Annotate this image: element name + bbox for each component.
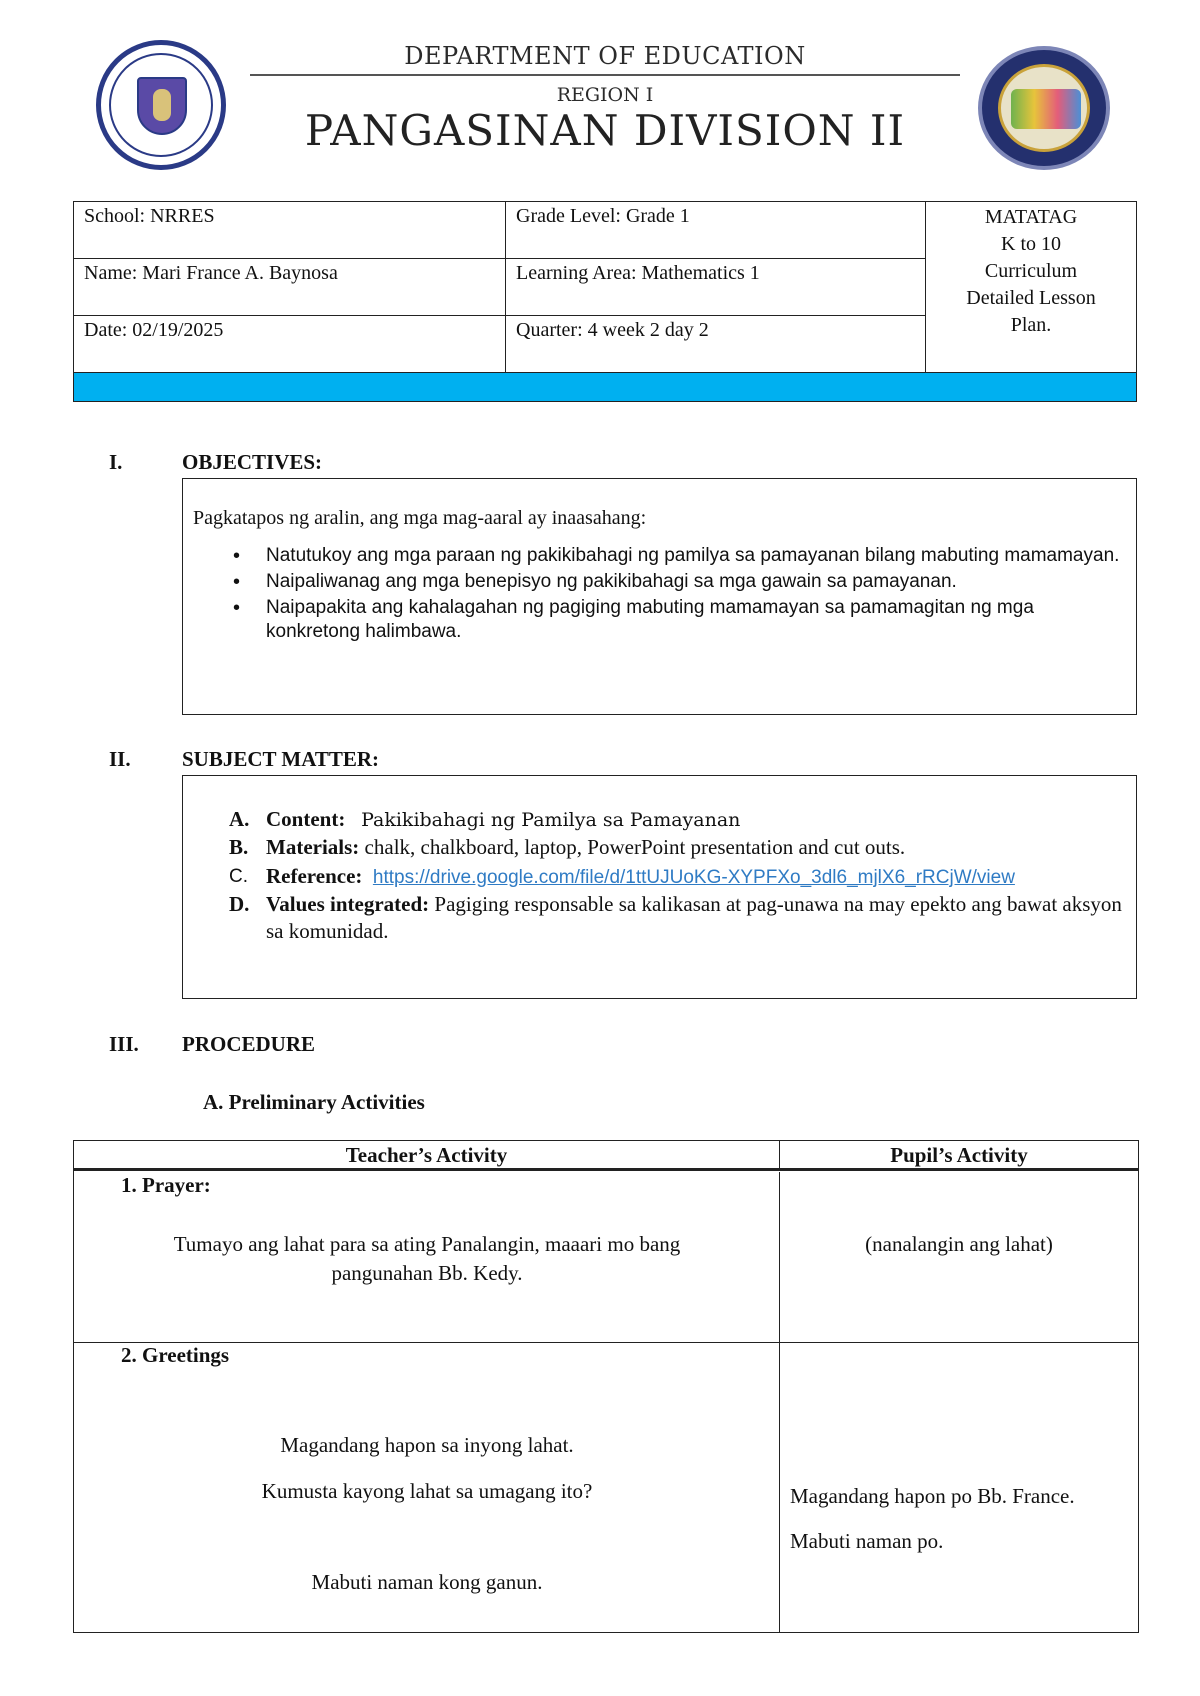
- values-marker: D.: [229, 892, 250, 916]
- header-divider: [250, 74, 960, 76]
- greetings-pupil-line: Magandang hapon po Bb. France.: [790, 1484, 1075, 1508]
- prayer-pupil-cell: [780, 1172, 1138, 1342]
- reference-row: [193, 863, 1126, 891]
- materials-value: chalk, chalkboard, laptop, PowerPoint presentation and cut outs.: [364, 835, 906, 859]
- lesson-info-table: [73, 201, 1137, 402]
- objectives-list: [193, 544, 1126, 644]
- division-name: PANGASINAN DIVISION II: [304, 106, 906, 155]
- objective-item: • Naipaliwanag ang mga benepisyo ng pakikibahagi sa mga gawain sa pamayanan.: [193, 570, 1126, 594]
- quarter-cell: Quarter: 4 week 2 day 2: [506, 316, 926, 373]
- reference-label: Reference:: [266, 864, 363, 888]
- school-cell: School: NRRES: [74, 202, 506, 259]
- greetings-pupil-cell: [780, 1342, 1138, 1632]
- values-row: [193, 891, 1126, 945]
- values-value: Pagiging responsable sa kalikasan at pag-unawa na may epekto ang bawat aksyon sa komunidad.: [266, 892, 1122, 943]
- greetings-heading: 2. Greetings: [121, 1343, 230, 1367]
- greetings-teacher-line: Mabuti naman kong ganun.: [311, 1570, 543, 1594]
- reference-link[interactable]: https://drive.google.com/file/d/1ttUJUoKG-XYPFXo_3dl6_mjlX6_rRCjW/view: [372, 867, 1015, 888]
- teacher-activity-header: Teacher’s Activity: [74, 1141, 780, 1171]
- greetings-teacher-line: Magandang hapon sa inyong lahat.: [280, 1433, 574, 1457]
- content-row: [193, 806, 1126, 834]
- values-label: Values integrated:: [266, 892, 430, 916]
- procedure-number: III.: [109, 1032, 139, 1056]
- content-marker: A.: [229, 807, 250, 831]
- curriculum-line: Curriculum: [984, 260, 1078, 282]
- pupil-activity-header: Pupil’s Activity: [780, 1141, 1138, 1171]
- prayer-teacher-cell: [74, 1172, 780, 1342]
- preliminary-activities-heading: A. Preliminary Activities: [203, 1090, 425, 1114]
- greetings-pupil-line: Mabuti naman po.: [790, 1529, 944, 1553]
- procedure-title: PROCEDURE: [182, 1032, 316, 1056]
- subject-matter-box: [182, 775, 1137, 999]
- region-name: REGION I: [556, 84, 654, 106]
- letterhead-text: [240, 30, 970, 155]
- content-value: Pakikibahagi ng Pamilya sa Pamayanan: [361, 809, 741, 831]
- division-seal-icon: [978, 46, 1110, 170]
- materials-row: [193, 834, 1126, 861]
- prayer-teacher-line: pangunahan Bb. Kedy.: [331, 1261, 523, 1285]
- materials-label: Materials:: [266, 835, 360, 859]
- reference-marker: C.: [229, 866, 248, 887]
- materials-marker: B.: [229, 835, 249, 859]
- learning-area-cell: Learning Area: Mathematics 1: [506, 259, 926, 316]
- objective-item: • Naipapakita ang kahalagahan ng pagiging mabuting mamamayan sa pamamagitan ng mga konkretong halimbawa.: [193, 596, 1126, 644]
- activity-table: [73, 1140, 1139, 1633]
- content-label: Content:: [266, 807, 346, 831]
- objectives-title: OBJECTIVES:: [182, 450, 323, 474]
- greetings-teacher-cell: [74, 1342, 780, 1632]
- curriculum-label-cell: [926, 202, 1136, 373]
- subject-matter-number: II.: [109, 747, 131, 771]
- color-bar: [74, 373, 1136, 401]
- curriculum-line: Plan.: [1010, 314, 1052, 336]
- objective-item: • Natutukoy ang mga paraan ng pakikibahagi ng pamilya sa pamayanan bilang mabuting mamamayan.: [193, 544, 1126, 568]
- prayer-heading: 1. Prayer:: [121, 1173, 211, 1197]
- subject-matter-title: SUBJECT MATTER:: [182, 747, 380, 771]
- objectives-intro: Pagkatapos ng aralin, ang mga mag-aaral ay inaasahang:: [193, 507, 647, 529]
- letterhead: [90, 30, 1120, 170]
- prayer-pupil-text: (nanalangin ang lahat): [865, 1232, 1053, 1256]
- prayer-teacher-line: Tumayo ang lahat para sa ating Panalangin, maaari mo bang: [173, 1232, 681, 1256]
- greetings-teacher-line: Kumusta kayong lahat sa umagang ito?: [261, 1479, 593, 1503]
- objectives-box: [182, 478, 1137, 715]
- curriculum-line: K to 10: [1001, 233, 1061, 255]
- curriculum-line: Detailed Lesson: [966, 287, 1096, 309]
- curriculum-line: MATATAG: [984, 206, 1078, 228]
- deped-seal-icon: [96, 40, 226, 170]
- date-cell: Date: 02/19/2025: [74, 316, 506, 373]
- grade-level-cell: Grade Level: Grade 1: [506, 202, 926, 259]
- prayer-teacher-text: [74, 1230, 780, 1288]
- name-cell: Name: Mari France A. Baynosa: [74, 259, 506, 316]
- department-name: DEPARTMENT OF EDUCATION: [404, 42, 806, 70]
- objectives-number: I.: [109, 450, 123, 474]
